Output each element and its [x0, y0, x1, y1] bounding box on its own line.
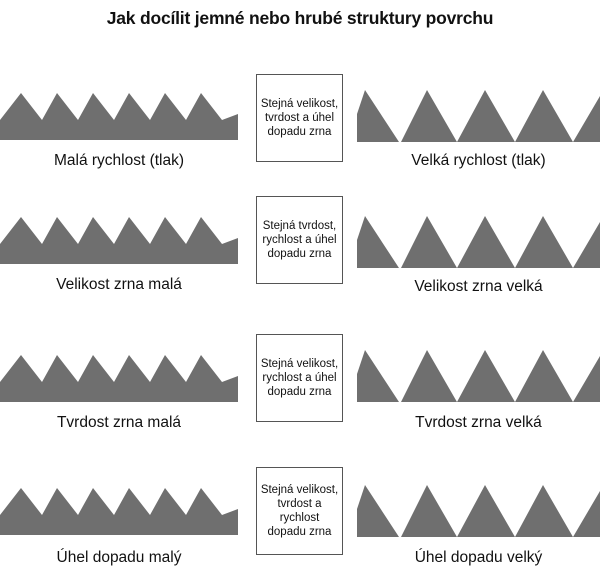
fine-surface-profile: [0, 214, 238, 264]
comparison-row-1: [0, 74, 600, 184]
left-label: Malá rychlost (tlak): [53, 152, 185, 169]
condition-box: Stejná velikost, tvrdost a úhel dopadu zrna: [256, 74, 343, 162]
diagram-title: Jak docílit jemné nebo hrubé struktury povrchu: [106, 8, 494, 28]
left-label: Tvrdost zrna malá: [56, 414, 182, 431]
right-label: Velikost zrna velká: [414, 278, 543, 295]
fine-surface-profile: [0, 352, 238, 402]
left-label: Velikost zrna malá: [56, 276, 182, 293]
right-label: Úhel dopadu velký: [414, 549, 543, 566]
coarse-surface-profile: [357, 90, 600, 142]
coarse-surface-profile: [357, 485, 600, 537]
right-label: Velká rychlost (tlak): [411, 152, 546, 169]
coarse-surface-profile: [357, 216, 600, 268]
coarse-surface-profile: [357, 350, 600, 402]
condition-box: Stejná velikost, rychlost a úhel dopadu zrna: [256, 334, 343, 422]
left-label: Úhel dopadu malý: [56, 549, 182, 566]
right-label: Tvrdost zrna velká: [415, 414, 542, 431]
fine-surface-profile: [0, 90, 238, 140]
fine-surface-profile: [0, 485, 238, 535]
condition-box: Stejná tvrdost, rychlost a úhel dopadu zrna: [256, 196, 343, 284]
comparison-row-3: [0, 334, 600, 444]
comparison-row-2: [0, 196, 600, 306]
condition-box: Stejná velikost, tvrdost a rychlost dopadu zrna: [256, 467, 343, 555]
comparison-row-4: [0, 467, 600, 577]
